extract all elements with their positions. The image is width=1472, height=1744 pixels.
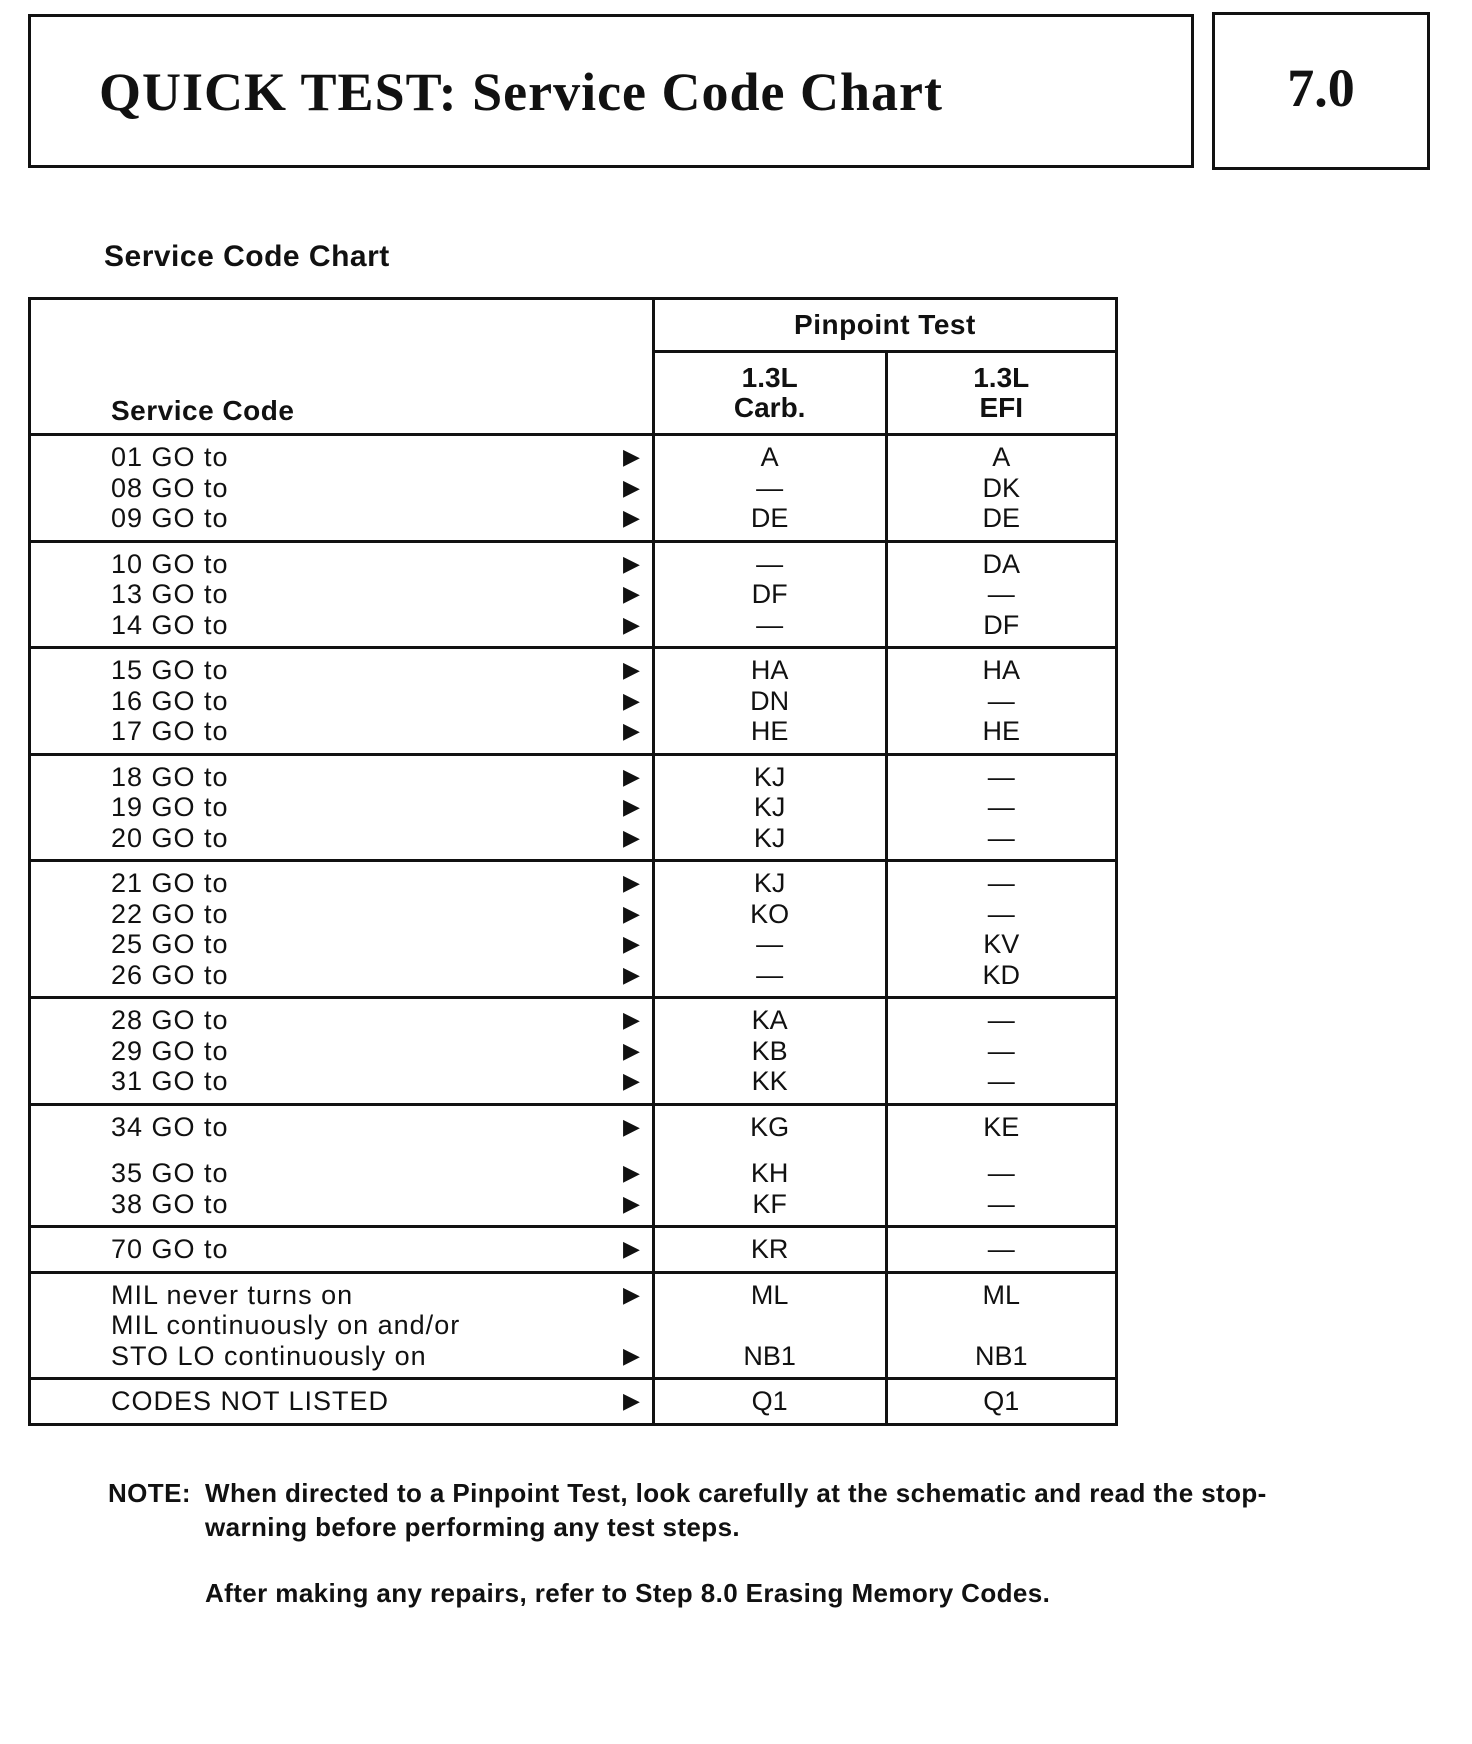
table-row-group [30,1379,1117,1425]
service-code-line [111,1112,642,1143]
service-code-line [111,1036,642,1067]
service-code-text: 25 GO to [111,929,229,959]
go-to-arrow-icon: ▶ [622,657,640,682]
table-row-group [30,648,1117,755]
efi-cell [886,1227,1117,1273]
go-to-arrow-icon: ▶ [622,505,640,530]
go-to-arrow-icon: ▶ [622,1342,640,1368]
go-to-arrow-icon: ▶ [622,444,640,469]
efi-test-value: KE [983,1111,1020,1142]
go-to-arrow-icon: ▶ [622,870,640,895]
service-code-line [111,655,642,686]
carb-cell [653,1227,886,1273]
service-code-text: 17 GO to [111,716,229,746]
efi-test-value: A [992,442,1011,472]
service-code-text: MIL never turns on [111,1279,354,1310]
carb-cell [653,1379,886,1425]
service-code-line [111,610,642,641]
efi-test-value: — [987,792,1015,822]
table-row-group [30,1227,1117,1273]
efi-test-value: — [987,1188,1015,1219]
efi-test-value: — [987,685,1015,716]
service-code-text: 10 GO to [111,548,229,579]
service-code-text: STO LO continuously on [111,1340,427,1371]
carb-cell [653,541,886,648]
carb-cell [653,1272,886,1379]
service-code-rows [30,435,1117,1425]
go-to-arrow-icon: ▶ [622,1007,640,1032]
efi-cell [886,648,1117,755]
efi-test-value: — [987,579,1015,609]
go-to-arrow-icon: ▶ [622,900,640,926]
service-code-line [111,868,642,899]
efi-test-value: — [987,1234,1015,1264]
carb-test-value: — [756,929,784,959]
efi-test-value: HE [982,716,1020,746]
service-code-cell [30,998,654,1105]
efi-test-value: — [987,898,1015,929]
service-code-cell [30,1379,654,1425]
header-efi-line1: 1.3L [973,362,1030,393]
service-code-line [111,1158,642,1189]
service-code-line [111,823,642,854]
service-code-cell [30,648,654,755]
service-code-line [111,1066,642,1097]
carb-cell [653,648,886,755]
go-to-arrow-icon: ▶ [622,931,640,956]
header-service-code: Service Code [30,299,654,435]
service-code-cell [30,541,654,648]
efi-test-value: — [987,822,1015,853]
carb-cell [653,435,886,542]
table-row-group [30,435,1117,542]
service-code-text: 28 GO to [111,1005,229,1035]
table-row-group [30,861,1117,998]
carb-test-value: KJ [753,792,786,822]
go-to-arrow-icon: ▶ [622,824,640,850]
service-code-line [111,1005,642,1036]
carb-cell [653,1104,886,1227]
carb-test-value [655,1310,885,1341]
efi-cell [886,998,1117,1105]
go-to-arrow-icon: ▶ [622,1068,640,1093]
efi-test-value: — [987,1005,1015,1035]
note-label: NOTE: [108,1478,191,1508]
efi-cell [886,1272,1117,1379]
service-code-text: 38 GO to [111,1188,229,1219]
note-text: When directed to a Pinpoint Test, look carefully at the schematic and read the stop-warning before performing any test steps. [205,1478,1267,1542]
table-row-group [30,541,1117,648]
service-code-text: CODES NOT LISTED [111,1386,390,1416]
carb-test-value: HA [750,655,789,685]
service-code-cell [30,861,654,998]
header-carb-line1: 1.3L [741,362,798,393]
service-code-text: 15 GO to [111,655,229,685]
efi-test-value: KV [983,929,1020,959]
go-to-arrow-icon: ▶ [622,581,640,606]
service-code-line [111,686,642,717]
page-title: QUICK TEST: Service Code Chart [99,62,943,122]
service-code-line [111,792,642,823]
service-code-line [111,716,642,747]
carb-test-value: DF [751,579,788,609]
table-row-group [30,1272,1117,1379]
carb-test-value: Q1 [751,1386,788,1416]
service-code-table [28,297,1118,1426]
efi-test-value: HA [982,655,1020,685]
carb-test-value: KR [750,1234,789,1264]
efi-test-value [888,1310,1116,1341]
table-row-group [30,998,1117,1105]
efi-test-value: DF [983,609,1020,640]
efi-test-value: DK [982,472,1020,503]
carb-cell [653,998,886,1105]
header-carb-line2: Carb. [733,392,806,423]
service-code-line [111,1341,642,1372]
efi-test-value: — [987,1035,1015,1066]
efi-cell [886,1104,1117,1227]
carb-cell [653,754,886,861]
service-code-text: 70 GO to [111,1234,229,1264]
efi-test-value: DA [982,548,1020,579]
service-code-line [111,762,642,793]
service-code-cell [30,754,654,861]
service-code-line [111,503,642,534]
service-code-text: MIL continuously on and/or [111,1310,461,1340]
header-pinpoint-test: Pinpoint Test [653,299,1116,352]
table-row-group [30,1104,1117,1227]
title-box [28,14,1194,168]
efi-cell [886,1379,1117,1425]
service-code-text: 29 GO to [111,1035,229,1066]
table-row-group [30,754,1117,861]
efi-test-value: DE [982,503,1020,533]
carb-test-value: NB1 [743,1340,796,1371]
efi-test-value: — [987,761,1015,792]
service-code-cell [30,435,654,542]
service-code-line [111,442,642,473]
service-code-line [111,899,642,930]
service-code-text: 13 GO to [111,579,229,609]
section-number: 7.0 [1287,58,1355,118]
carb-test-value: HE [750,716,789,746]
service-code-line [111,960,642,991]
go-to-arrow-icon: ▶ [622,611,640,637]
go-to-arrow-icon: ▶ [622,550,640,576]
efi-cell [886,754,1117,861]
go-to-arrow-icon: ▶ [622,794,640,819]
chart-heading: Service Code Chart [104,240,390,273]
go-to-arrow-icon: ▶ [622,1388,640,1413]
service-code-text: 26 GO to [111,959,229,990]
service-code-line [111,1386,642,1417]
carb-test-value: KK [751,1066,788,1096]
carb-test-value: — [756,548,784,579]
service-code-line [111,1189,642,1220]
efi-cell [886,861,1117,998]
efi-cell [886,435,1117,542]
service-code-cell [30,1104,654,1227]
carb-test-value: KF [752,1188,787,1219]
efi-test-value: NB1 [974,1340,1028,1371]
service-code-text: 08 GO to [111,472,229,503]
go-to-arrow-icon: ▶ [622,1113,640,1139]
carb-test-value: A [760,442,779,472]
carb-test-value: ML [750,1279,789,1310]
go-to-arrow-icon: ▶ [622,1160,640,1185]
efi-test-value: ML [982,1279,1020,1310]
efi-test-value: — [987,1158,1015,1188]
carb-cell [653,861,886,998]
go-to-arrow-icon: ▶ [622,474,640,500]
efi-test-value: — [987,1066,1015,1096]
efi-test-value: — [987,868,1015,898]
service-code-text: 34 GO to [111,1111,229,1142]
carb-test-value: DN [750,685,790,716]
carb-test-value: KB [751,1035,788,1066]
service-code-line [111,473,642,504]
service-code-line [111,1280,642,1311]
service-code-text: 09 GO to [111,503,229,533]
carb-test-value: KG [750,1111,790,1142]
go-to-arrow-icon: ▶ [622,1281,640,1307]
carb-test-value: — [756,609,784,640]
service-code-text: 19 GO to [111,792,229,822]
efi-cell [886,541,1117,648]
carb-test-value: — [756,959,784,990]
section-number-box [1212,12,1430,170]
efi-test-value: Q1 [983,1386,1020,1416]
carb-test-value: KH [750,1158,789,1188]
service-code-cell [30,1227,654,1273]
service-code-text: 01 GO to [111,442,229,472]
service-code-text: 22 GO to [111,898,229,929]
service-code-text: 16 GO to [111,685,229,716]
header-carb [653,352,886,435]
go-to-arrow-icon: ▶ [622,1190,640,1216]
go-to-arrow-icon: ▶ [622,687,640,713]
service-code-line [111,1310,642,1341]
service-code-cell [30,1272,654,1379]
go-to-arrow-icon: ▶ [622,763,640,789]
carb-test-value: KA [751,1005,788,1035]
carb-test-value: — [756,472,784,503]
carb-test-value: DE [750,503,789,533]
service-code-text: 14 GO to [111,609,229,640]
go-to-arrow-icon: ▶ [622,961,640,987]
header-efi [886,352,1117,435]
carb-test-value: KJ [753,761,786,792]
carb-test-value: KJ [753,868,786,898]
service-code-text: 18 GO to [111,761,229,792]
go-to-arrow-icon: ▶ [622,1037,640,1063]
service-code-line [111,929,642,960]
after-repairs-text: After making any repairs, refer to Step 8.0 Erasing Memory Codes. [205,1578,1051,1608]
efi-test-value: KD [982,959,1020,990]
go-to-arrow-icon: ▶ [622,718,640,743]
service-code-line [111,1234,642,1265]
carb-test-value: KO [750,898,790,929]
service-code-text: 35 GO to [111,1158,229,1188]
service-code-text: 20 GO to [111,822,229,853]
service-code-line [111,549,642,580]
service-code-line [111,579,642,610]
go-to-arrow-icon: ▶ [622,1236,640,1261]
header-efi-line2: EFI [979,392,1024,423]
service-code-text: 21 GO to [111,868,229,898]
carb-test-value: KJ [753,822,786,853]
service-code-text: 31 GO to [111,1066,229,1096]
